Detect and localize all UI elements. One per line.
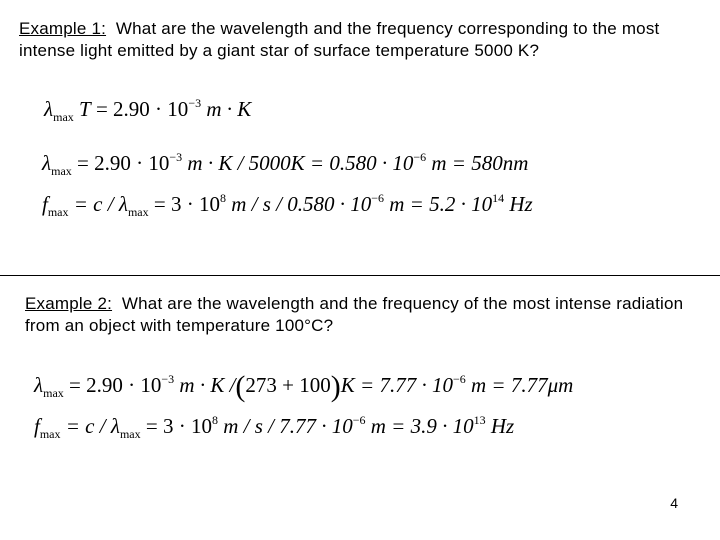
example2-question: What are the wavelength and the frequency of the most intense radiation from an object with temperature 100°C?: [25, 294, 684, 335]
ex1-lambda-unit: nm: [502, 151, 529, 175]
ex2-lambda-part-d: K = 7.77 · 10: [340, 373, 453, 397]
ex2-freq-sub-a: max: [119, 427, 141, 441]
ex1-freq-exp-b: 8: [219, 191, 226, 205]
ex1-freq-part-b: = 3 · 10: [153, 192, 220, 216]
ex1-lambda-part-b: m · K / 5000K = 0.580 · 10: [187, 151, 414, 175]
ex2-freq-exp-b: 8: [211, 413, 218, 427]
page-number: 4: [670, 495, 678, 511]
ex2-lambda-exp-a: −3: [161, 372, 175, 386]
ex1-freq-sub-a: max: [127, 205, 149, 219]
ex2-lambda-part-b: m · K /: [179, 373, 236, 397]
ex2-freq-part-c: m / s / 7.77 · 10: [223, 414, 353, 438]
ex2-freq-symbol: f: [34, 414, 40, 438]
wien-units: m · K: [206, 97, 252, 121]
example1-tag: Example 1:: [19, 19, 107, 38]
ex1-lambda-symbol: λ: [42, 151, 52, 175]
ex1-lambda-exp-b: −6: [413, 150, 427, 164]
ex1-freq-sub: max: [47, 205, 69, 219]
ex1-freq-symbol: f: [42, 192, 48, 216]
example2-wavelength-equation: [34, 370, 574, 403]
ex1-freq-exp-d: 14: [492, 191, 505, 205]
ex2-lambda-sub: max: [43, 386, 64, 400]
ex2-freq-part-d: m = 3.9 · 10: [370, 414, 474, 438]
ex2-freq-exp-d: 13: [473, 413, 486, 427]
example1-question: What are the wavelength and the frequency corresponding to the most intense light emitted by a giant star of surface temperature 5000 K?: [19, 19, 660, 60]
ex2-lambda-part-e: m = 7.77: [470, 373, 548, 397]
section-divider: [0, 275, 720, 276]
ex1-freq-exp-c: −6: [371, 191, 384, 205]
ex2-lambda-unit: μm: [547, 373, 574, 397]
ex1-lambda-part-c: m = 580: [431, 151, 503, 175]
example2-frequency-equation: [34, 413, 514, 439]
ex1-freq-unit: Hz: [509, 192, 533, 216]
ex1-freq-part-a: = c / λ: [73, 192, 128, 216]
wien-temperature-symbol: T: [79, 97, 91, 121]
ex2-lambda-part-c: 273 + 100: [245, 373, 331, 397]
wien-law-equation: [44, 96, 251, 122]
ex2-paren-close: ): [330, 370, 341, 403]
ex1-lambda-sub: max: [51, 164, 72, 178]
ex2-paren-open: (: [235, 370, 246, 403]
ex2-freq-part-b: = 3 · 10: [145, 414, 212, 438]
wien-lambda-sub: max: [53, 110, 74, 124]
ex2-lambda-exp-d: −6: [452, 372, 466, 386]
ex1-lambda-part-a: = 2.90 · 10: [77, 151, 170, 175]
ex2-freq-part-a: = c / λ: [65, 414, 120, 438]
wien-constant-exponent: −3: [188, 96, 202, 110]
example2-tag: Example 2:: [25, 294, 113, 313]
wien-constant: = 2.90 · 10: [95, 97, 189, 121]
example1-prompt: [19, 18, 709, 62]
ex2-freq-unit: Hz: [490, 414, 515, 438]
example1-wavelength-equation: [42, 150, 528, 176]
ex2-freq-exp-c: −6: [352, 413, 366, 427]
ex1-freq-part-c: m / s / 0.580 · 10: [231, 192, 372, 216]
ex1-freq-part-d: m = 5.2 · 10: [389, 192, 493, 216]
ex2-lambda-symbol: λ: [34, 373, 44, 397]
example1-frequency-equation: [42, 191, 533, 217]
ex2-freq-sub: max: [39, 427, 61, 441]
ex2-lambda-part-a: = 2.90 · 10: [69, 373, 162, 397]
wien-lambda-symbol: λ: [44, 97, 54, 121]
example2-prompt: [25, 293, 715, 337]
ex1-lambda-exp-a: −3: [169, 150, 183, 164]
